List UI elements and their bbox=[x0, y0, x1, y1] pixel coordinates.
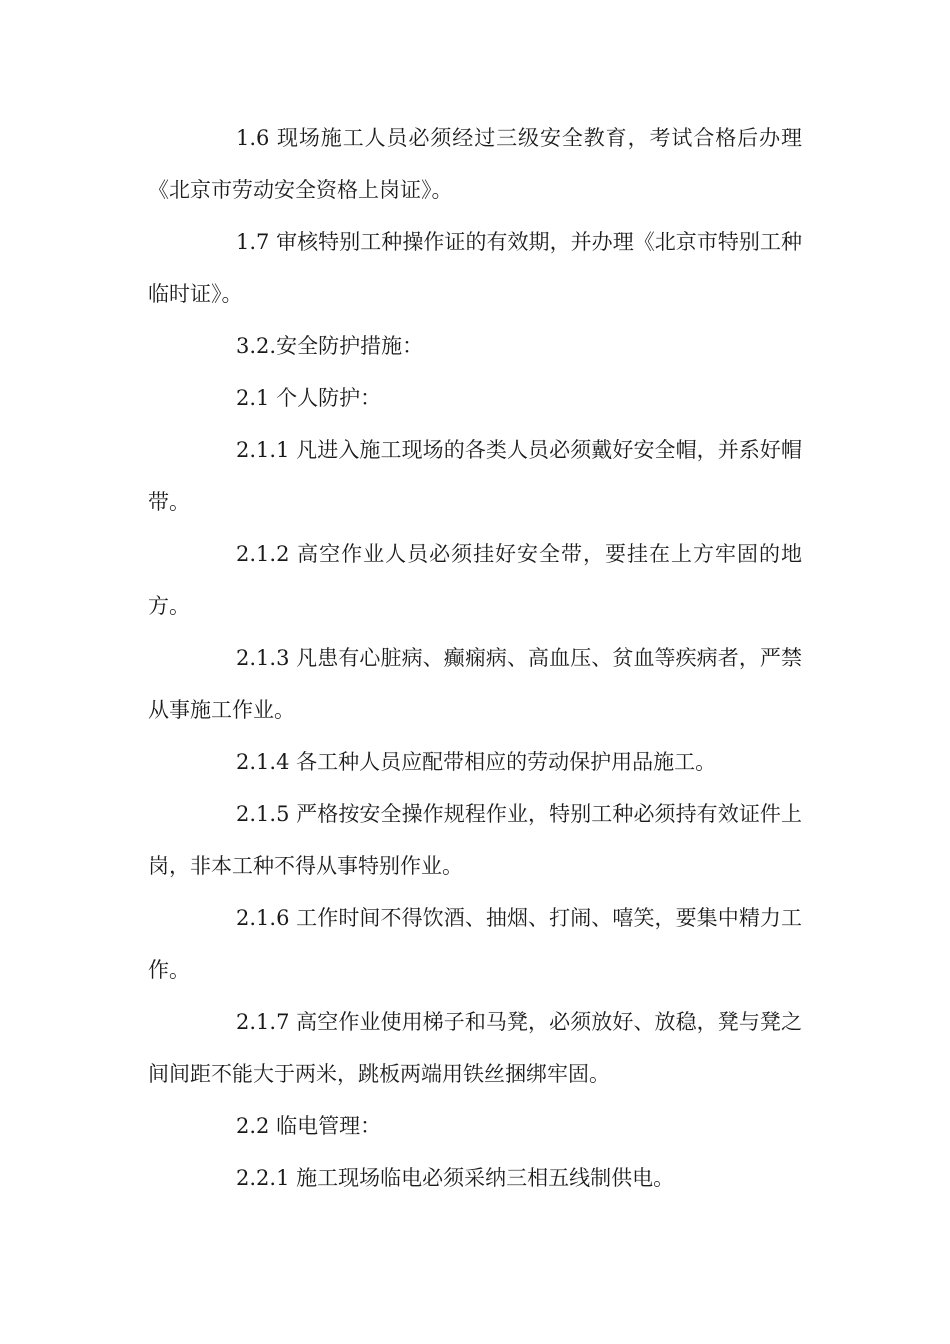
paragraph-2-1-2-safety-belt: 2.1.2 高空作业人员必须挂好安全带，要挂在上方牢固的地方。 bbox=[148, 542, 802, 618]
paragraph-2-2-1-three-phase-five-wire: 2.2.1 施工现场临电必须采纳三相五线制供电。 bbox=[236, 1166, 675, 1190]
document-body bbox=[148, 112, 802, 1204]
heading-2-2-temporary-power: 2.2 临电管理： bbox=[236, 1114, 382, 1138]
paragraph-2-1-1-helmet: 2.1.1 凡进入施工现场的各类人员必须戴好安全帽，并系好帽带。 bbox=[148, 438, 802, 514]
heading-3-2-safety-measures: 3.2.安全防护措施： bbox=[236, 334, 424, 358]
paragraph-1-7-special-certificate: 1.7 审核特别工种操作证的有效期，并办理《北京市特别工种临时证》。 bbox=[148, 230, 802, 306]
paragraph-2-1-3-health-restriction: 2.1.3 凡患有心脏病、癫痫病、高血压、贫血等疾病者，严禁从事施工作业。 bbox=[148, 646, 802, 722]
paragraph-1-6-safety-education: 1.6 现场施工人员必须经过三级安全教育，考试合格后办理《北京市劳动安全资格上岗证》。 bbox=[148, 126, 802, 202]
paragraph-2-1-6-work-discipline: 2.1.6 工作时间不得饮酒、抽烟、打闹、嘻笑，要集中精力工作。 bbox=[148, 906, 802, 982]
heading-2-1-personal-protection: 2.1 个人防护： bbox=[236, 386, 382, 410]
paragraph-2-1-7-ladders-stools: 2.1.7 高空作业使用梯子和马凳，必须放好、放稳，凳与凳之间间距不能大于两米，跳板两端用铁丝捆绑牢固。 bbox=[148, 1010, 802, 1086]
paragraph-2-1-5-operating-rules: 2.1.5 严格按安全操作规程作业，特别工种必须持有效证件上岗，非本工种不得从事特别作业。 bbox=[148, 802, 802, 878]
paragraph-2-1-4-protective-equipment: 2.1.4 各工种人员应配带相应的劳动保护用品施工。 bbox=[236, 750, 717, 774]
